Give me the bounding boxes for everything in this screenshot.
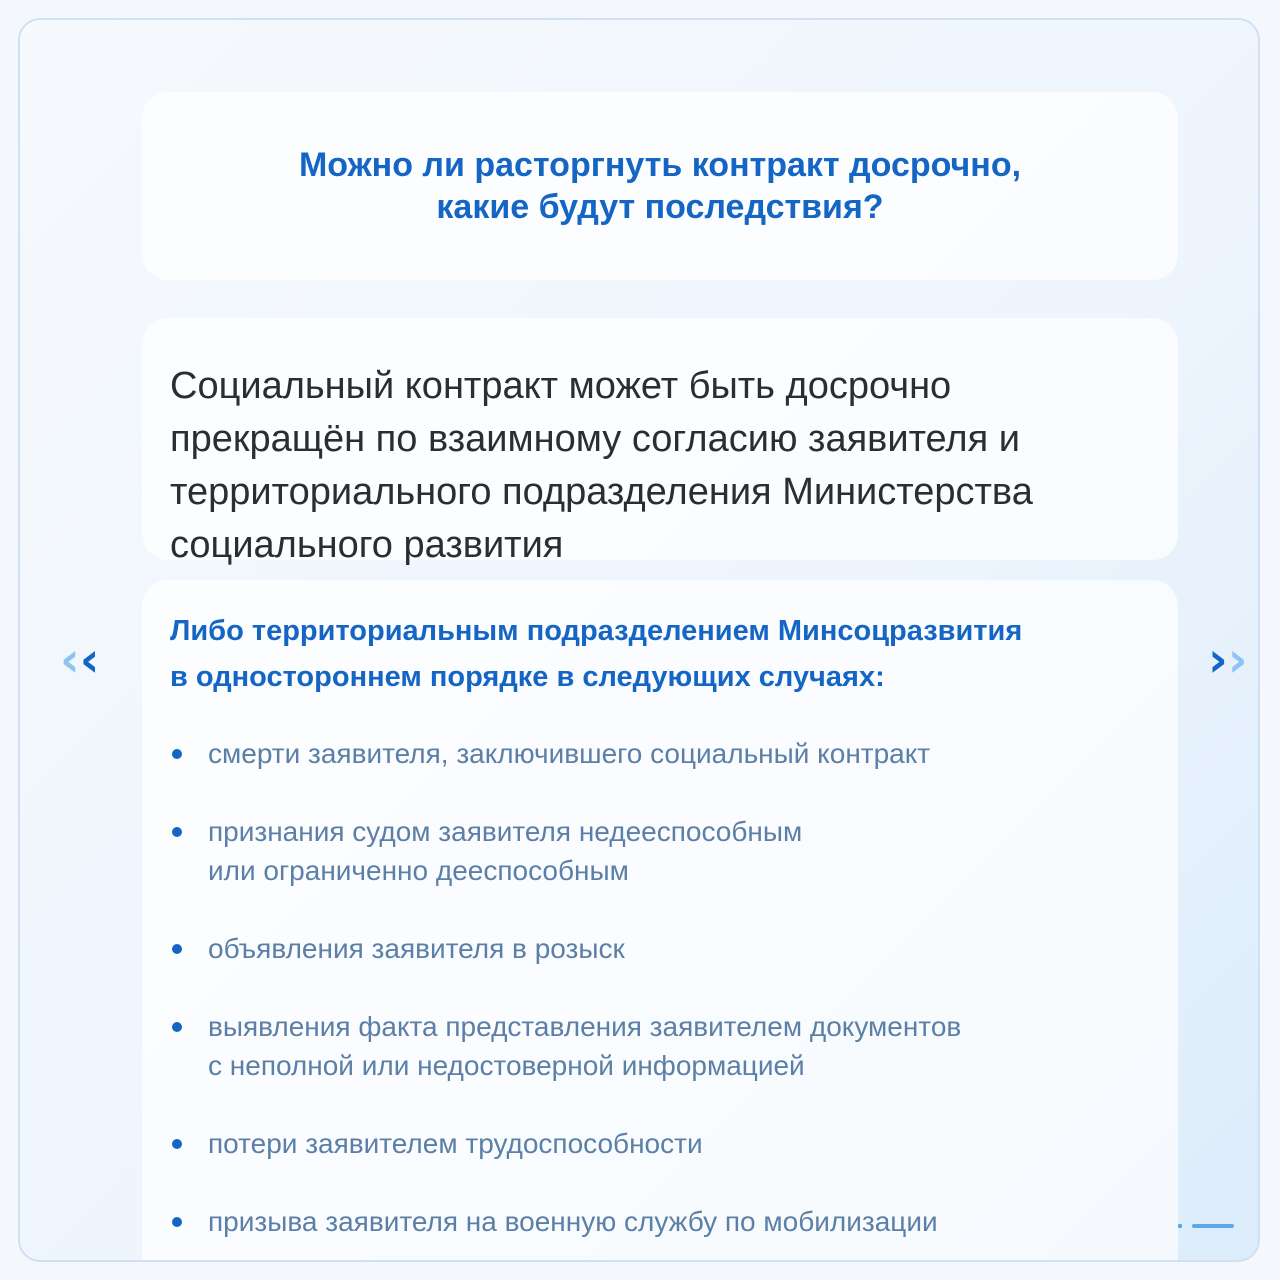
list-item-text-continued: или ограниченно дееспособным xyxy=(208,855,629,886)
list-item-text: выявления факта представления заявителем документов xyxy=(208,1011,962,1042)
list-item xyxy=(170,929,1152,968)
cases-heading-line-2: в одностороннем порядке в следующих случаях: xyxy=(170,661,885,693)
list-item-text: смерти заявителя, заключившего социальный контракт xyxy=(208,738,931,769)
list-item-text: признания судом заявителя недееспособным xyxy=(208,816,803,847)
list-item-text-continued: с неполной или недостоверной информацией xyxy=(208,1050,805,1081)
list-item xyxy=(170,1007,1152,1085)
title-line-2: какие будут последствия? xyxy=(436,188,884,226)
list-item xyxy=(170,1202,1152,1241)
bullet-icon xyxy=(172,1139,182,1149)
title-line-1: Можно ли расторгнуть контракт досрочно, xyxy=(298,146,1022,184)
bullet-icon xyxy=(172,749,182,759)
cases-card xyxy=(142,580,1178,1262)
chevron-double-left-icon[interactable]: ‹‹ xyxy=(60,632,100,688)
bullet-icon xyxy=(172,1022,182,1032)
cases-list xyxy=(170,734,1152,1241)
bullet-icon xyxy=(172,944,182,954)
question-card xyxy=(142,92,1178,280)
pagination-indicator xyxy=(1178,1224,1234,1228)
answer-card xyxy=(142,318,1178,566)
bullet-icon xyxy=(172,827,182,837)
list-item xyxy=(170,734,1152,773)
list-item-text: призыва заявителя на военную службу по мобилизации xyxy=(208,1206,938,1237)
bullet-icon xyxy=(172,1217,182,1227)
slide-frame xyxy=(18,18,1260,1262)
chevron-double-right-icon[interactable]: ›› xyxy=(1208,632,1248,688)
page-dot xyxy=(1178,1224,1182,1228)
list-item xyxy=(170,1124,1152,1163)
cases-heading-line-1: Либо территориальным подразделением Минсоцразвития xyxy=(170,615,1023,647)
cases-heading xyxy=(170,608,1152,700)
answer-text: Социальный контракт может быть досрочно прекращён по взаимному согласию заявителя и территориального подразделения Министерства социального развития xyxy=(170,365,1033,566)
page-dot-active xyxy=(1192,1224,1234,1228)
list-item-text: потери заявителем трудоспособности xyxy=(208,1128,703,1159)
list-item xyxy=(170,812,1152,890)
list-item-text: объявления заявителя в розыск xyxy=(208,933,625,964)
question-title xyxy=(299,144,1021,228)
